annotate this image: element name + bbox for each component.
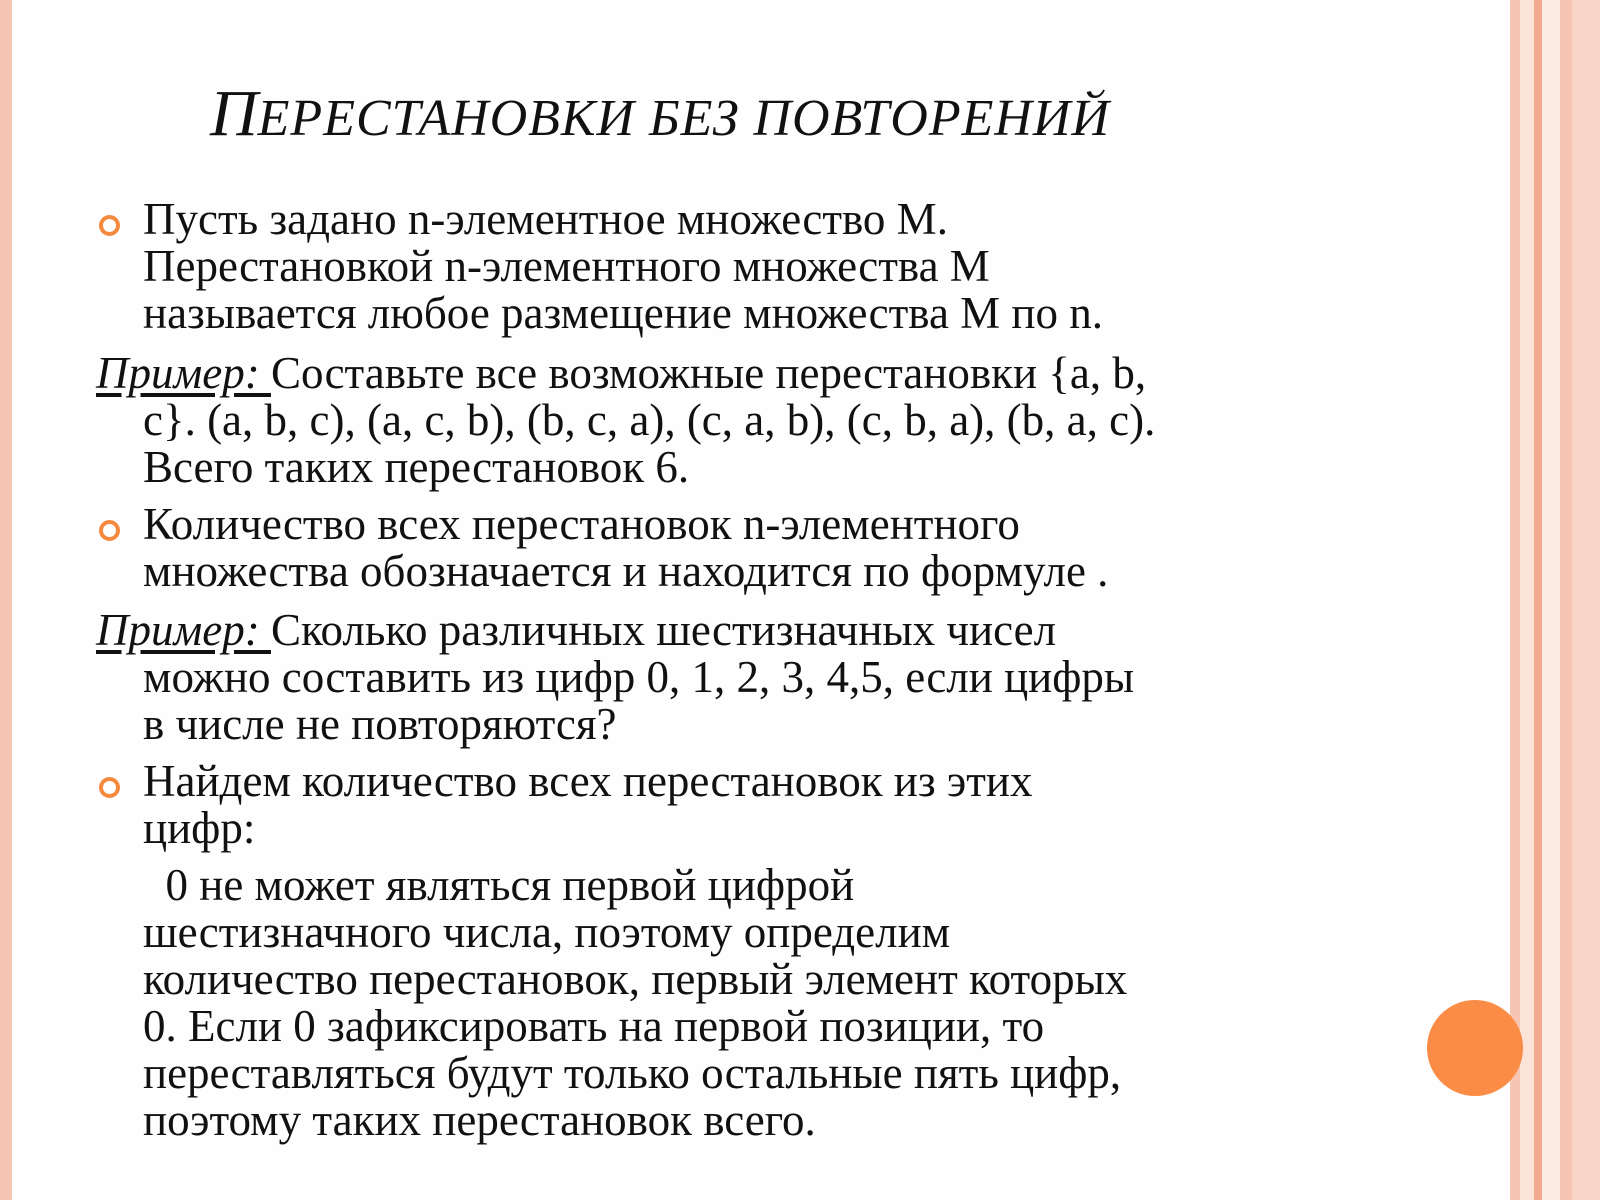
text-line: Пусть задано n-элементное множество М. <box>143 194 948 244</box>
orange-ring-bullet-icon <box>99 215 120 236</box>
text-line: 0 не может являться первой цифрой <box>143 860 855 910</box>
orange-ring-bullet-icon <box>99 777 120 798</box>
example-2 <box>96 607 1056 654</box>
title-rest: ЕРЕСТАНОВКИ БЕЗ ПОВТОРЕНИЙ <box>257 90 1111 147</box>
text-line: количество перестановок, первый элемент которых <box>143 954 1128 1004</box>
bullet-definition <box>143 196 1103 337</box>
text-line: шестизначного числа, поэтому определим <box>143 907 951 957</box>
text-line: называется любое размещение множества М по n. <box>143 288 1104 338</box>
text-line: можно составить из цифр 0, 1, 2, 3, 4,5, если цифры <box>143 652 1135 702</box>
text-line: поэтому таких перестановок всего. <box>143 1095 816 1145</box>
text-line: в числе не повторяются? <box>143 699 617 749</box>
text-line: Найдем количество всех перестановок из этих <box>143 756 1033 806</box>
text-line: Перестановкой n-элементного множества М <box>143 241 990 291</box>
example-label: Пример: <box>96 605 271 655</box>
example-text: Сколько различных шестизначных чисел <box>270 605 1057 655</box>
text-line <box>96 607 1056 654</box>
example-1-continued <box>143 397 1155 491</box>
text-line: 0. Если 0 зафиксировать на первой позиции, то <box>143 1001 1045 1051</box>
text-line: c}. (a, b, c), (a, c, b), (b, c, a), (c, a, b), (c, b, a), (b, a, c). <box>143 395 1156 445</box>
text-line: Всего таких перестановок 6. <box>143 442 690 492</box>
explanation-paragraph <box>143 862 1127 1144</box>
example-text: Составьте все возможные перестановки {a, b, <box>270 348 1147 398</box>
bullet-count-formula <box>143 501 1108 595</box>
example-2-continued <box>143 654 1134 748</box>
text-line: множества обозначается и находится по формуле . <box>143 546 1109 596</box>
text-line: Количество всех перестановок n-элементного <box>143 499 1020 549</box>
orange-ring-bullet-icon <box>99 520 120 541</box>
text-line <box>96 350 1146 397</box>
text-line: цифр: <box>143 803 256 853</box>
text-line: переставляться будут только остальные пять цифр, <box>143 1048 1122 1098</box>
bullet-find-count <box>143 758 1032 852</box>
example-label: Пример: <box>96 348 271 398</box>
title-first-letter: П <box>210 77 258 150</box>
example-1 <box>96 350 1146 397</box>
